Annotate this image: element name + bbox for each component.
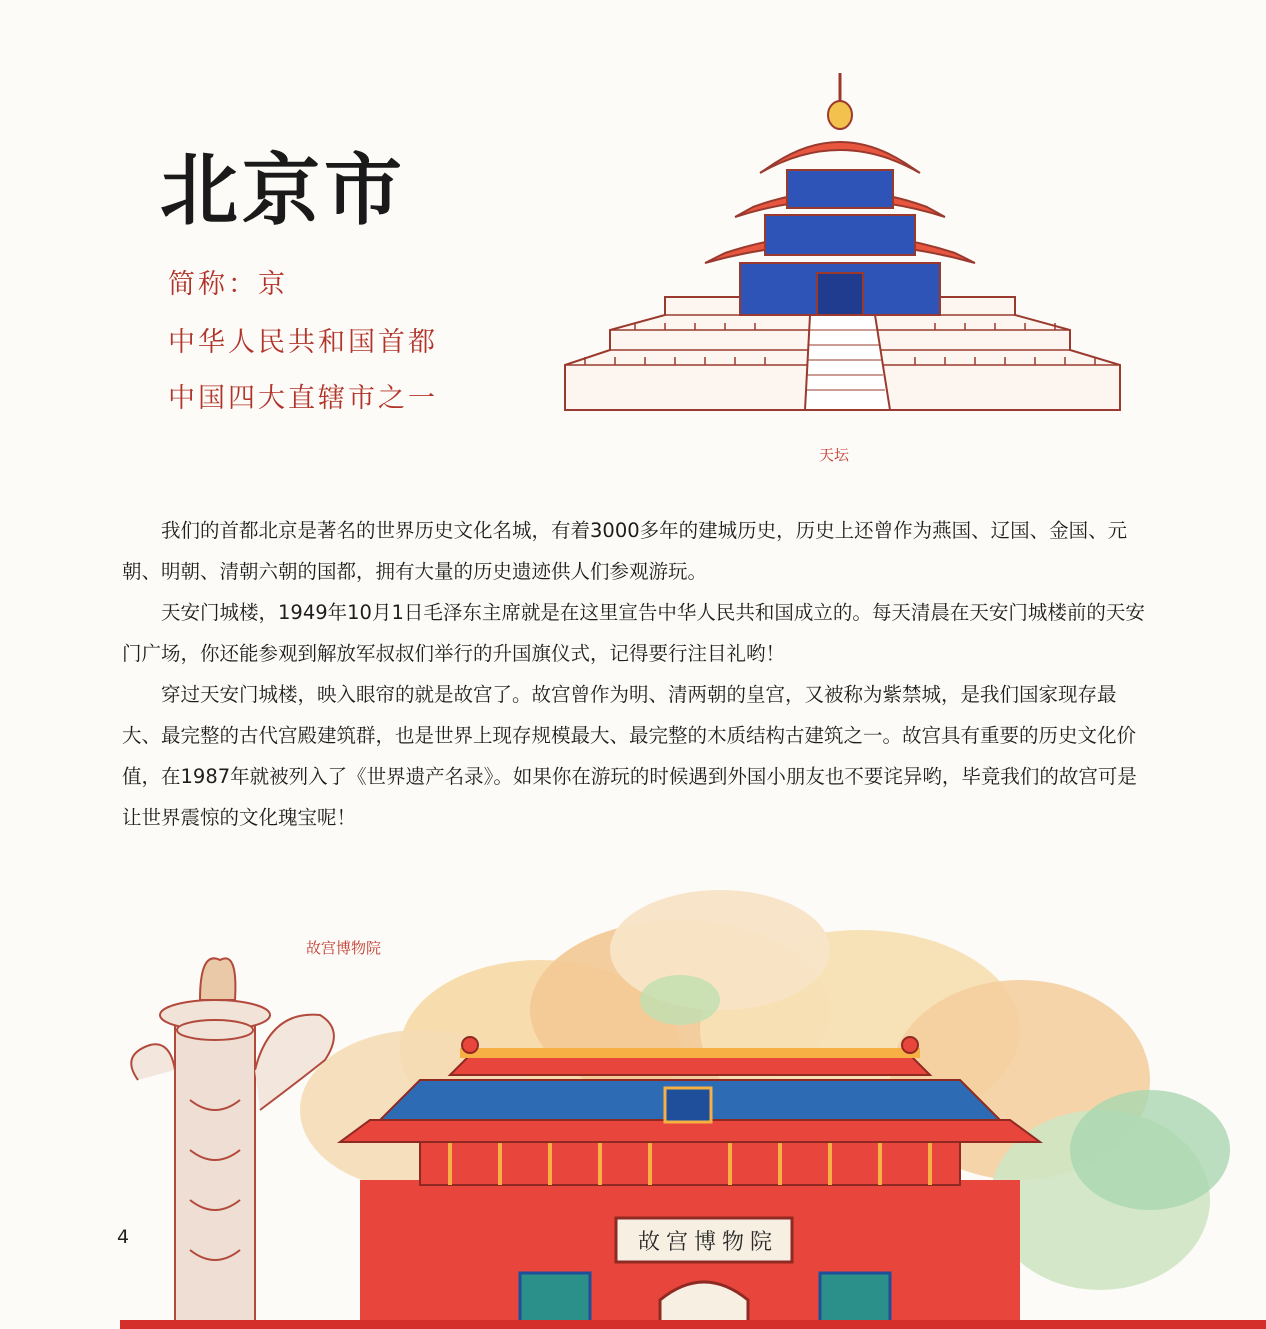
capital-line: 中华人民共和国首都 [168, 327, 438, 358]
huabiao-pillar [131, 958, 334, 1329]
paragraph-tiananmen: 天安门城楼，1949年10月1日毛泽东主席就是在这里宣告中华人民共和国成立的。每天清晨在天安门城楼前的天安门广场，你还能参观到解放军叔叔们举行的升国旗仪式，记得要行注目礼哟！ [122, 601, 1145, 665]
page-title: 北京市 [160, 146, 407, 236]
palace-plaque-text: 故宫博物院 [637, 1230, 778, 1255]
palace-caption: 故宫博物院 [306, 939, 382, 957]
temple-of-heaven-illustration [555, 65, 1125, 415]
paragraph-history: 我们的首都北京是著名的世界历史文化名城，有着3000多年的建城历史，历史上还曾作为燕国、辽国、金国、元朝、明朝、清朝六朝的国都，拥有大量的历史遗迹供人们参观游玩。 [122, 519, 1128, 583]
body-text [122, 510, 1152, 838]
palace-museum-illustration [120, 880, 1266, 1329]
paragraph-forbidden-city: 穿过天安门城楼，映入眼帘的就是故宫了。故宫曾作为明、清两朝的皇宫，又被称为紫禁城，是我们国家现存最大、最完整的古代宫殿建筑群，也是世界上现存规模最大、最完整的木质结构古建筑之一。故宫具有重要的历史文化价值，在1987年就被列入了《世界遗产名录》。如果你在游玩的时候遇到外国小朋友也不要诧异哟，毕竟我们的故宫可是让世界震惊的文化瑰宝呢！ [122, 683, 1137, 829]
municipality-line: 中国四大直辖市之一 [168, 383, 438, 414]
temple-caption: 天坛 [819, 446, 850, 464]
page-number: 4 [117, 1226, 130, 1248]
abbreviation-line: 简称：京 [168, 269, 288, 300]
